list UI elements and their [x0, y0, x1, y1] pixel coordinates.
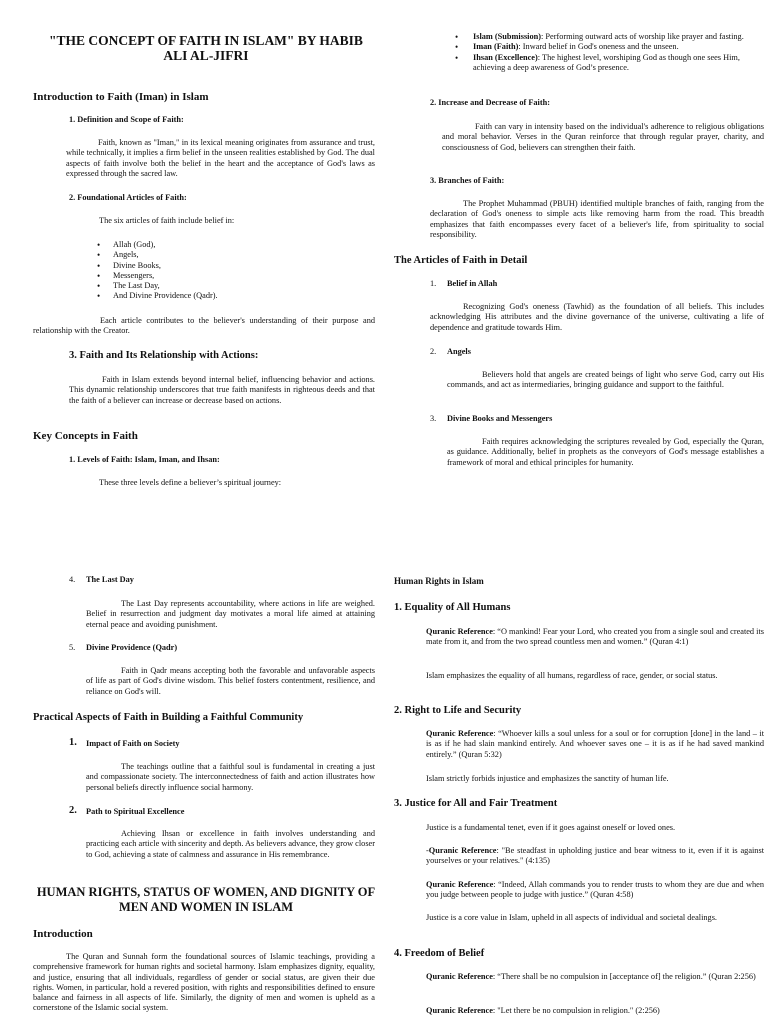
- list-item: • Iman (Faith): Inward belief in God's oneness and the unseen.: [455, 42, 679, 53]
- list-item: • Messengers,: [97, 270, 155, 281]
- belief-allah-text: Recognizing God's oneness (Tawhid) as the foundation of all beliefs. This includes acknowledging His attributes and the divine governance of the universe, cultivating a life of dependence and gratitude towards Him.: [430, 302, 764, 332]
- hr-introduction-text: The Quran and Sunnah form the foundational sources of Islamic teachings, providing a comprehensive framework for human rights and societal harmony. Islam emphasizes dignity, equality, and justice, ensuring that all individuals, regardless of gender or social status, are given their due rights. Women, in particular, hold a revered position, with rights and responsibilities defined to ensure balance and fairness in all aspects of life. Similarly, the dignity of men and women is upheld as a cornerstone of the Islamic social system.: [33, 952, 375, 1013]
- document-title: "THE CONCEPT OF FAITH IN ISLAM" BY HABIB ALI AL-JIFRI: [49, 33, 363, 63]
- levels-list: [455, 32, 765, 73]
- actions-heading: 3. Faith and Its Relationship with Actions:: [69, 350, 259, 361]
- list-item: • Divine Books,: [97, 260, 161, 271]
- articles-intro: The six articles of faith include belief in:: [99, 216, 235, 225]
- books-text: Faith requires acknowledging the scriptures revealed by God, especially the Quran, as guidance. Additionally, belief in prophets as the conveyors of God's message establishes a framework of moral and ethical principles for humanity.: [447, 437, 764, 467]
- angels-heading: Angels: [447, 347, 471, 356]
- justice-reference-1: -Quranic Reference: "Be steadfast in upholding justice and bear witness to it, even if it is against yourselves or your relatives." (4:135): [426, 846, 764, 866]
- definition-heading: 1. Definition and Scope of Faith:: [69, 115, 184, 124]
- life-security-heading: 2. Right to Life and Security: [394, 705, 522, 716]
- belief-allah-heading: Belief in Allah: [447, 279, 498, 288]
- justice-reference-2: Quranic Reference: “Indeed, Allah commands you to render trusts to whom they are due and when you judge between people to judge with justice.” (Quran 4:58): [426, 880, 765, 900]
- books-number: 3.: [430, 414, 437, 423]
- intro-heading: Introduction to Faith (Iman) in Islam: [33, 91, 209, 103]
- levels-text: These three levels define a believer’s spiritual journey:: [99, 478, 282, 487]
- freedom-belief-reference-2: Quranic Reference: "Let there be no compulsion in religion." (2:256): [426, 1006, 660, 1015]
- human-rights-heading: Human Rights in Islam: [394, 576, 484, 586]
- articles-list: [97, 240, 347, 302]
- articles-after-text: Each article contributes to the believer's understanding of their purpose and relationship with the Creator.: [33, 316, 375, 336]
- hr-introduction-heading: Introduction: [33, 928, 93, 940]
- articles-heading: 2. Foundational Articles of Faith:: [69, 193, 187, 202]
- freedom-belief-reference-1: Quranic Reference: “There shall be no compulsion in [acceptance of] the religion.” (Quran 2:256): [426, 972, 756, 981]
- qadr-number: 5.: [69, 643, 76, 652]
- increase-text: Faith can vary in intensity based on the individual's adherence to religious obligations and moral behavior. Verses in the Quran reinforce that through regular prayer, charity, and consciousness of God, believers can strengthen their faith.: [442, 122, 764, 152]
- life-security-reference: Quranic Reference: “Whoever kills a soul unless for a soul or for corruption [done] in the land – it is as if he had slain mankind entirely. And whoever saves one – it is as if he had saved mankind entirely.” (Quran 5:32): [426, 729, 764, 759]
- angels-text: Believers hold that angels are created beings of light who serve God, carry out His commands, and act as intermediaries, bringing guidance and support to the faithful.: [447, 370, 764, 390]
- life-security-text: Islam strictly forbids injustice and emphasizes the sanctity of human life.: [426, 774, 669, 783]
- justice-text-1: Justice is a fundamental tenet, even if it goes against oneself or loved ones.: [426, 823, 676, 832]
- human-rights-title: HUMAN RIGHTS, STATUS OF WOMEN, AND DIGNITY OF MEN AND WOMEN IN ISLAM: [36, 885, 376, 914]
- list-item: • Ihsan (Excellence): The highest level, worshiping God as though one sees Him, achieving a deep awareness of God’s presence.: [455, 52, 740, 72]
- equality-reference: Quranic Reference: “O mankind! Fear your Lord, who created you from a single soul and created its mate from it, and from the two spread countless men and women.” (Quran 4:1): [426, 627, 765, 647]
- impact-heading: Impact of Faith on Society: [86, 739, 180, 748]
- justice-text-2: Justice is a core value in Islam, upheld in all aspects of individual and societal dealings.: [426, 913, 718, 922]
- branches-text: The Prophet Muhammad (PBUH) identified multiple branches of faith, ranging from the declaration of God's oneness to simple acts like removing harm from the road. This breadth emphasizes that faith encompasses every facet of a believer's life, from spirituality to social responsibility.: [430, 199, 764, 239]
- list-item: • Angels,: [97, 250, 139, 261]
- actions-text: Faith in Islam extends beyond internal belief, influencing behavior and actions. This dynamic relationship underscores that true faith manifests in righteous deeds and that the faith of a believer can increase or decrease based on actions.: [69, 375, 375, 405]
- branches-heading: 3. Branches of Faith:: [430, 176, 505, 185]
- qadr-text: Faith in Qadr means accepting both the favorable and unfavorable aspects of life as part of God's divine wisdom. This belief fosters contentment, resilience, and reliance on God's will.: [86, 666, 375, 696]
- excellence-number: 2.: [69, 805, 77, 816]
- equality-text: Islam emphasizes the equality of all humans, regardless of race, gender, or social status.: [426, 671, 718, 680]
- key-concepts-heading: Key Concepts in Faith: [33, 430, 138, 442]
- angels-number: 2.: [430, 347, 437, 356]
- impact-text: The teachings outline that a faithful soul is fundamental in creating a just and compassionate society. The interconnectedness of faith and action illustrates how personal beliefs directly influence social harmony.: [86, 762, 375, 792]
- list-item: • The Last Day,: [97, 281, 160, 292]
- equality-heading: 1. Equality of All Humans: [394, 602, 511, 613]
- last-day-text: The Last Day represents accountability, where actions in life are weighed. Belief in resurrection and judgment day motivates a moral life aimed at attaining eternal peace and avoiding punishment.: [86, 599, 375, 629]
- definition-text: Faith, known as "Iman," in its lexical meaning originates from assurance and trust, while technically, it implies a firm belief in the unseen realities established by God. The dual aspects of faith involve both the belief in the heart and the acceptance of God's laws as expressed through the sacred law.: [66, 138, 375, 178]
- excellence-text: Achieving Ihsan or excellence in faith involves understanding and practicing each article with sincerity and depth. As believers advance, they grow closer to God, achieving a state of calmness and assurance in His remembrance.: [86, 829, 375, 859]
- list-item: • Allah (God),: [97, 240, 156, 250]
- last-day-heading: The Last Day: [86, 575, 134, 584]
- levels-heading: 1. Levels of Faith: Islam, Iman, and Ihsan:: [69, 455, 220, 464]
- articles-detail-heading: The Articles of Faith in Detail: [394, 255, 528, 266]
- excellence-heading: Path to Spiritual Excellence: [86, 807, 185, 816]
- impact-number: 1.: [69, 737, 77, 748]
- last-day-number: 4.: [69, 575, 76, 584]
- increase-heading: 2. Increase and Decrease of Faith:: [430, 98, 550, 107]
- list-item: • Islam (Submission): Performing outward acts of worship like prayer and fasting.: [455, 32, 744, 42]
- freedom-belief-heading: 4. Freedom of Belief: [394, 948, 485, 959]
- books-heading: Divine Books and Messengers: [447, 414, 553, 423]
- list-item: • And Divine Providence (Qadr).: [97, 291, 218, 302]
- belief-allah-number: 1.: [430, 279, 437, 288]
- qadr-heading: Divine Providence (Qadr): [86, 643, 178, 652]
- justice-heading: 3. Justice for All and Fair Treatment: [394, 798, 558, 809]
- practical-heading: Practical Aspects of Faith in Building a Faithful Community: [33, 712, 304, 723]
